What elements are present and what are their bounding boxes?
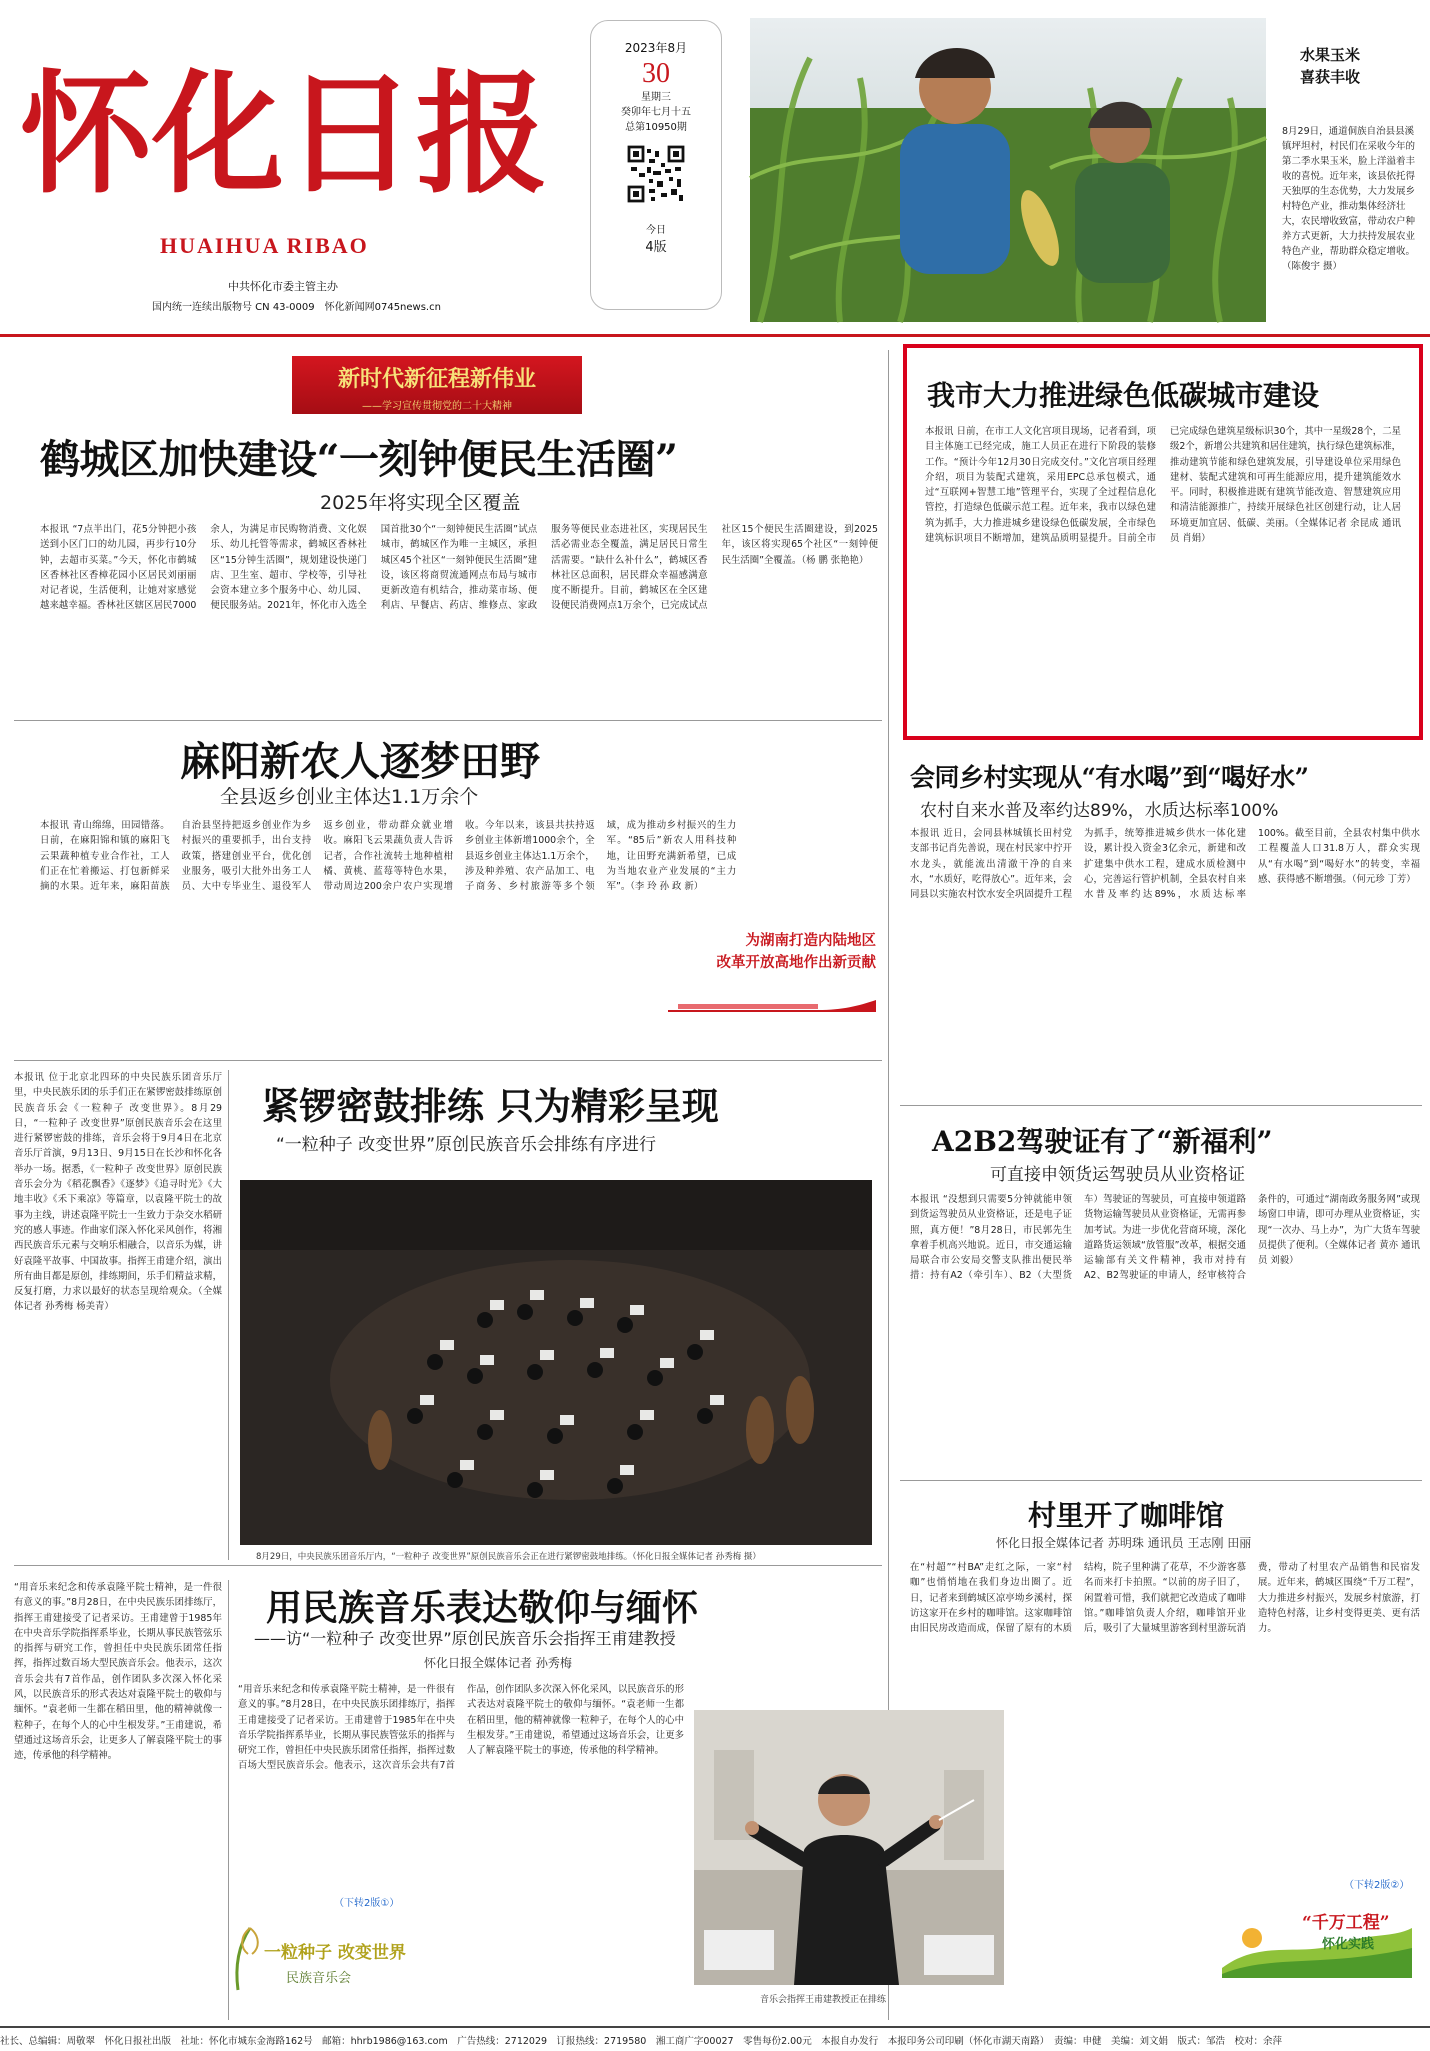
green-city-headline: 我市大力推进绿色低碳城市建设 — [927, 379, 1320, 412]
huitong-body — [910, 826, 1420, 1098]
conductor-photo-caption: 音乐会指挥王甫建教授正在排练 — [760, 1995, 887, 2005]
masthead-rule — [0, 334, 1430, 337]
a2b2-body-text: 本报讯 “没想到只需要5分钟就能申领到货运驾驶员从业资格证，还是电子证照，真方便！”8月28日，市民郭先生拿着手机高兴地说。近日，市交通运输局联合市公安局交警支队推出便民举措：持有A2（牵引车）、B2（大型货车）驾驶证的驾驶员，可直接申领道路货物运输驾驶员从业资格证，无需再参加考试。为进一步优化营商环境，深化道路货运领域“放管服”改革，根据交通运输部有关文件精神，我市对持有A2、B2驾驶证的申请人，经审核符合条件的，可通过“湖南政务服务网”或现场窗口申请，即可办理从业资格证，实现“一次办、马上办”，为广大货车驾驶员提供了便利。 — [910, 1194, 1420, 1282]
rehearsal-photo-caption: 8月29日，中央民族乐团音乐厅内，“一粒种子 改变世界”原创民族音乐会正在进行紧锣密鼓地排练。（怀化日报全媒体记者 孙秀梅 摄） — [256, 1552, 761, 1562]
green-city-body-text: 本报讯 日前，在市工人文化宫项目现场，记者看到，项目主体施工已经完成，施工人员正在进行下阶段的装修工作。“预计今年12月30日完成交付。”文化宫项目经理介绍，项目为装配式建筑，采用EPC总承包模式，通过“互联网+智慧工地”管理平台，实现了全过程信息化管控，打造绿色低碳示范工程。近年来，我市以绿色建筑为抓手，大力推进城乡建设绿色低碳发展，全市绿色建筑标识项目不断增加，建筑品质明显提升。目前全市已完成绿色建筑星级标识30个，其中一星级28个，二星级2个，新增公共建筑和居住建筑，执行绿色建筑标准，推动建筑节能和绿色建筑发展，引导建设单位采用绿色建材、装配式建筑和可再生能源应用，提升建筑能效水平。同时，积极推进既有建筑节能改造、智慧建筑应用和清洁能源推广，持续开展绿色社区创建行动，让人居环境更加宜居、低碳、美丽。 — [925, 426, 1401, 545]
village-logo-sub: 怀化实践 — [1322, 1937, 1375, 1952]
a2b2-body — [910, 1192, 1420, 1472]
date-weekday: 星期三 — [641, 92, 671, 103]
green-city-body — [925, 424, 1401, 730]
banner-subtitle: ——学习宣传贯彻党的二十大精神 — [362, 401, 512, 412]
interview-headline: 用民族音乐表达敬仰与缅怀 — [266, 1587, 699, 1629]
date-day: 30 — [642, 58, 670, 89]
corn-title-line1: 水果玉米 — [1300, 46, 1361, 64]
banner-title: 新时代新征程新伟业 — [337, 366, 536, 392]
section-divider — [14, 1060, 882, 1061]
corn-body — [1282, 124, 1420, 274]
date-year-month: 2023年8月 — [624, 41, 688, 55]
mayang-subhead: 全县返乡创业主体达1.1万余个 — [220, 786, 479, 808]
corn-title — [1300, 44, 1360, 88]
seed-concert-logo — [220, 1920, 420, 2000]
column-divider — [228, 1070, 229, 1560]
mayang-headline: 麻阳新农人逐梦田野 — [180, 738, 540, 785]
section-divider — [900, 1105, 1422, 1106]
hecheng-credit: （杨 鹏 张艳艳） — [801, 554, 869, 566]
pages-info — [591, 221, 721, 255]
masthead-pinyin: HUAIHUA RIBAO — [160, 233, 369, 258]
corn-title-line2: 喜获丰收 — [1300, 68, 1361, 86]
section-divider — [14, 1565, 882, 1566]
page-footer: 社长、总编辑：周敬翠 怀化日报社出版 社址：怀化市城东金海路162号 邮箱：hhrb1986@163.com 广告热线：2712029 订报热线：2719580 湘工商广字00027 零售每份2.00元 本报自办发行 本报印务公司印刷（怀化市湖天南路） 责编：申健 美编：刘文娟 版式：邹浩 校对：余萍 — [0, 2026, 1430, 2051]
corn-credit: （陈俊宇 摄） — [1282, 261, 1343, 272]
interview-body-2 — [238, 1682, 684, 1908]
village-practice-logo — [1222, 1898, 1412, 1978]
music-body — [14, 1070, 222, 1560]
date-box — [590, 20, 722, 310]
section-divider — [900, 1480, 1422, 1481]
music-body-text: 本报讯 位于北京北四环的中央民族乐团音乐厅里，中央民族乐团的乐手们正在紧锣密鼓排练原创民族音乐会《一粒种子 改变世界》。8月29日，“一粒种子 改变世界”原创民族音乐会在这里进行紧锣密鼓的排练，音乐会将于9月4日在北京音乐厅首演，9月13日、9月15日在长沙和怀化各举办一场。据悉，《一粒种子 改变世界》原创民族音乐会分为《稻花飘香》《逐梦》《追寻时光》《大地丰收》《禾下乘凉》等篇章，以袁隆平院士的故事为主线，讲述袁隆平院士一生致力于杂交水稻研究的感人事迹。作曲家们深入怀化采风创作，将湘西民族音乐元素与交响乐相融合，以音乐为媒，讲好袁隆平故事、中国故事。指挥王甫建介绍，演出所有曲目都是原创，排练期间，乐手们精益求精，反复打磨，力求以最好的状态呈现给观众。 — [14, 1072, 222, 1298]
huitong-body-text: 本报讯 近日，会同县林城镇长田村党支部书记肖先善说，现在村民家中拧开水龙头，就能流出清澈干净的自来水，“水质好，吃得放心”。近年来，会同县以实施农村饮水安全巩固提升工程为抓手，统筹推进城乡供水一体化建设，累计投入资金3亿余元，新建和改扩建集中供水工程，建成水质检测中心，完善运行管护机制，全县农村自来水普及率约达89%，水质达标率100%。截至目前，全县农村集中供水工程覆盖人口31.8万人，群众实现从“有水喝”到“喝好水”的转变，幸福感、获得感不断增强。 — [910, 828, 1420, 901]
corn-harvest-photo — [750, 18, 1266, 322]
music-headline: 紧锣密鼓排练 只为精彩呈现 — [262, 1084, 719, 1128]
green-city-box — [903, 344, 1423, 740]
interview-continued-link[interactable]: （下转2版①） — [334, 1898, 400, 1909]
promo-line2: 改革开放高地作出新贡献 — [716, 955, 876, 971]
mayang-credit: （李 玲 孙 政 新） — [630, 881, 704, 893]
mayang-body-text: 本报讯 青山绵绵，田园错落。日前，在麻阳锦和镇的麻阳飞云果蔬种植专业合作社，工人们正在忙着搬运、打包新鲜采摘的水果。近年来，麻阳苗族自治县坚持把返乡创业作为乡村振兴的重要抓手，出台支持政策，搭建创业平台，优化创业服务，吸引大批外出务工人员、大中专毕业生、退役军人返乡创业，带动群众就业增收。麻阳飞云果蔬负责人告诉记者，合作社流转土地种植柑橘、黄桃、蓝莓等特色水果，带动周边200余户农户实现增收。今年以来，该县共扶持返乡创业主体新增1000余个，全县返乡创业主体达1.1万余个，涉及种养殖、农产品加工、电子商务、乡村旅游等多个领域，成为推动乡村振兴的生力军。“85后”新农人用科技种地，让田野充满新希望，已成为当地农业产业发展的“主力军”。 — [40, 820, 737, 893]
interview-body — [14, 1580, 222, 2020]
music-subhead: “一粒种子 改变世界”原创民族音乐会排练有序进行 — [276, 1135, 657, 1155]
seed-logo-title: 一粒种子 改变世界 — [264, 1943, 406, 1963]
huitong-headline: 会同乡村实现从“有水喝”到“喝好水” — [910, 763, 1309, 792]
a2b2-headline: A2B2驾驶证有了“新福利” — [932, 1125, 1273, 1158]
coffee-headline: 村里开了咖啡馆 — [1028, 1499, 1225, 1532]
section-divider — [14, 720, 882, 721]
coffee-continued-link[interactable]: （下转2版②） — [1344, 1880, 1410, 1891]
masthead-sponsor: 中共怀化市委主管主办 — [228, 280, 338, 293]
pages-count: 4版 — [645, 240, 667, 255]
village-logo-title: “千万工程” — [1302, 1913, 1390, 1933]
theme-banner — [292, 356, 582, 414]
a2b2-credit: （全媒体记者 黄亦 通讯员 刘毅） — [1258, 1239, 1420, 1267]
a2b2-subhead: 可直接申领货运驾驶员从业资格证 — [990, 1165, 1245, 1185]
train-icon — [668, 996, 878, 1016]
hecheng-body-text: 本报讯 “7点半出门，花5分钟把小孩送到小区门口的幼儿园，再步行10分钟，去超市买菜。”今天，怀化市鹤城区香林社区香樟花园小区居民刘丽丽对记者说，生活便利，让她对家感觉越来越幸福。香林社区辖区居民7000余人，为满足市民购物消费、文化娱乐、幼儿托管等需求，鹤城区香林社区“15分钟生活圈”，规划建设快递门店、卫生室、超市、学校等，引导社会资本建立多个服务中心、幼儿园、便民服务站。2021年，怀化市入选全国首批30个“一刻钟便民生活圈”试点城市，鹤城区作为唯一主城区，承担城区45个社区“一刻钟便民生活圈”建设，该区将商贸流通网点布局与城市更新改造有机结合，推动菜市场、便利店、早餐店、药店、维修点、家政服务等便民业态进社区，实现居民生活必需业态全覆盖，满足居民日常生活需要。“缺什么补什么”，鹤城区香林社区总面积，居民群众幸福感满意度不断提升。目前，鹤城区在全区建设便民消费网点1万余个，已完成试点社区15个便民生活圈建设，到2025年，该区将实现65个社区“一刻钟便民生活圈”全覆盖。 — [40, 524, 878, 612]
interview-byline: 怀化日报全媒体记者 孙秀梅 — [424, 1656, 572, 1670]
hecheng-headline: 鹤城区加快建设“一刻钟便民生活圈” — [40, 436, 678, 483]
pages-label: 今日 — [646, 225, 666, 236]
music-credit: （全媒体记者 孙秀梅 杨美青） — [14, 1286, 222, 1313]
interview-body-text-2: “用音乐来纪念和传承袁隆平院士精神，是一件很有意义的事。”8月28日，在中央民族乐团排练厅，指挥王甫建接受了记者采访。王甫建曾于1985年在中央音乐学院指挥系毕业，长期从事民族管弦乐的指挥与研究工作，曾担任中央民族乐团常任指挥，指挥过数百场大型民族音乐会。他表示，这次音乐会共有7首作品，创作团队多次深入怀化采风，以民族音乐的形式表达对袁隆平院士的敬仰与缅怀。“袁老师一生都在稻田里，他的精神就像一粒种子，在每个人的心中生根发芽。”王甫建说，希望通过这场音乐会，让更多人了解袁隆平院士的事迹，传承他的科学精神。 — [238, 1684, 684, 1772]
qr-code-icon[interactable] — [627, 145, 685, 203]
conductor-photo — [694, 1710, 1004, 1985]
date-lunar: 癸卯年七月十五 — [621, 107, 691, 118]
green-city-credit: （全媒体记者 余昆成 通讯员 肖娟） — [1170, 517, 1401, 545]
promo-slogan — [676, 930, 876, 996]
seed-logo-sub: 民族音乐会 — [286, 1971, 352, 1986]
rehearsal-photo — [240, 1180, 872, 1545]
hecheng-subhead: 2025年将实现全区覆盖 — [320, 492, 521, 514]
issue-number: 总第10950期 — [625, 122, 687, 133]
corn-body-text: 8月29日，通道侗族自治县县溪镇坪坦村，村民们在采收今年的第二季水果玉米，脸上洋溢着丰收的喜悦。近年来，该县依托得天独厚的生态优势，大力发展乡村特色产业，推动集体经济壮大，农民增收致富，带动农户种养方式更新，大力扶持发展农业特色产业，帮助群众稳定增收。 — [1282, 126, 1416, 257]
huitong-credit: （何元珍 丁芳） — [1351, 873, 1416, 885]
interview-subhead: ——访“一粒种子 改变世界”原创民族音乐会指挥王甫建教授 — [254, 1629, 676, 1648]
logo-text: 怀化日报 — [20, 57, 548, 212]
interview-body-text: “用音乐来纪念和传承袁隆平院士精神，是一件很有意义的事。”8月28日，在中央民族乐团排练厅，指挥王甫建接受了记者采访。王甫建曾于1985年在中央音乐学院指挥系毕业，长期从事民族管弦乐的指挥与研究工作，曾担任中央民族乐团常任指挥，指挥过数百场大型民族音乐会。他表示，这次音乐会共有7首作品，创作团队多次深入怀化采风，以民族音乐的形式表达对袁隆平院士的敬仰与缅怀。“袁老师一生都在稻田里，他的精神就像一粒种子，在每个人的心中生根发芽。”王甫建说，希望通过这场音乐会，让更多人了解袁隆平院士的事迹，传承他的科学精神。 — [14, 1582, 222, 1762]
huitong-subhead: 农村自来水普及率约达89%，水质达标率100% — [920, 801, 1279, 821]
coffee-byline: 怀化日报全媒体记者 苏明珠 通讯员 王志刚 田丽 — [996, 1536, 1252, 1550]
masthead-issn: 国内统一连续出版物号 CN 43-0009 怀化新闻网0745news.cn — [152, 302, 441, 313]
promo-line1: 为湖南打造内陆地区 — [745, 933, 876, 949]
coffee-body-text: 在“村超”“村BA”走红之际，一家“村咖”也悄悄地在我们身边出圈了。近日，记者来到鹤城区凉亭坳乡溪村，探访这家开在乡村的咖啡馆。这家咖啡馆由旧民房改造而成，保留了原有的木质结构，院子里种满了花草，不少游客慕名而来打卡拍照。“以前的房子旧了，闲置着可惜，我们就把它改造成了咖啡馆。”咖啡馆负责人介绍，咖啡馆开业后，吸引了大量城里游客到村里游玩消费，带动了村里农产品销售和民宿发展。近年来，鹤城区围绕“千万工程”，大力推进乡村振兴，发展乡村旅游，打造特色村落，让乡村变得更美、更有活力。 — [910, 1562, 1420, 1635]
hecheng-body — [40, 522, 878, 720]
masthead-logo — [16, 30, 548, 212]
